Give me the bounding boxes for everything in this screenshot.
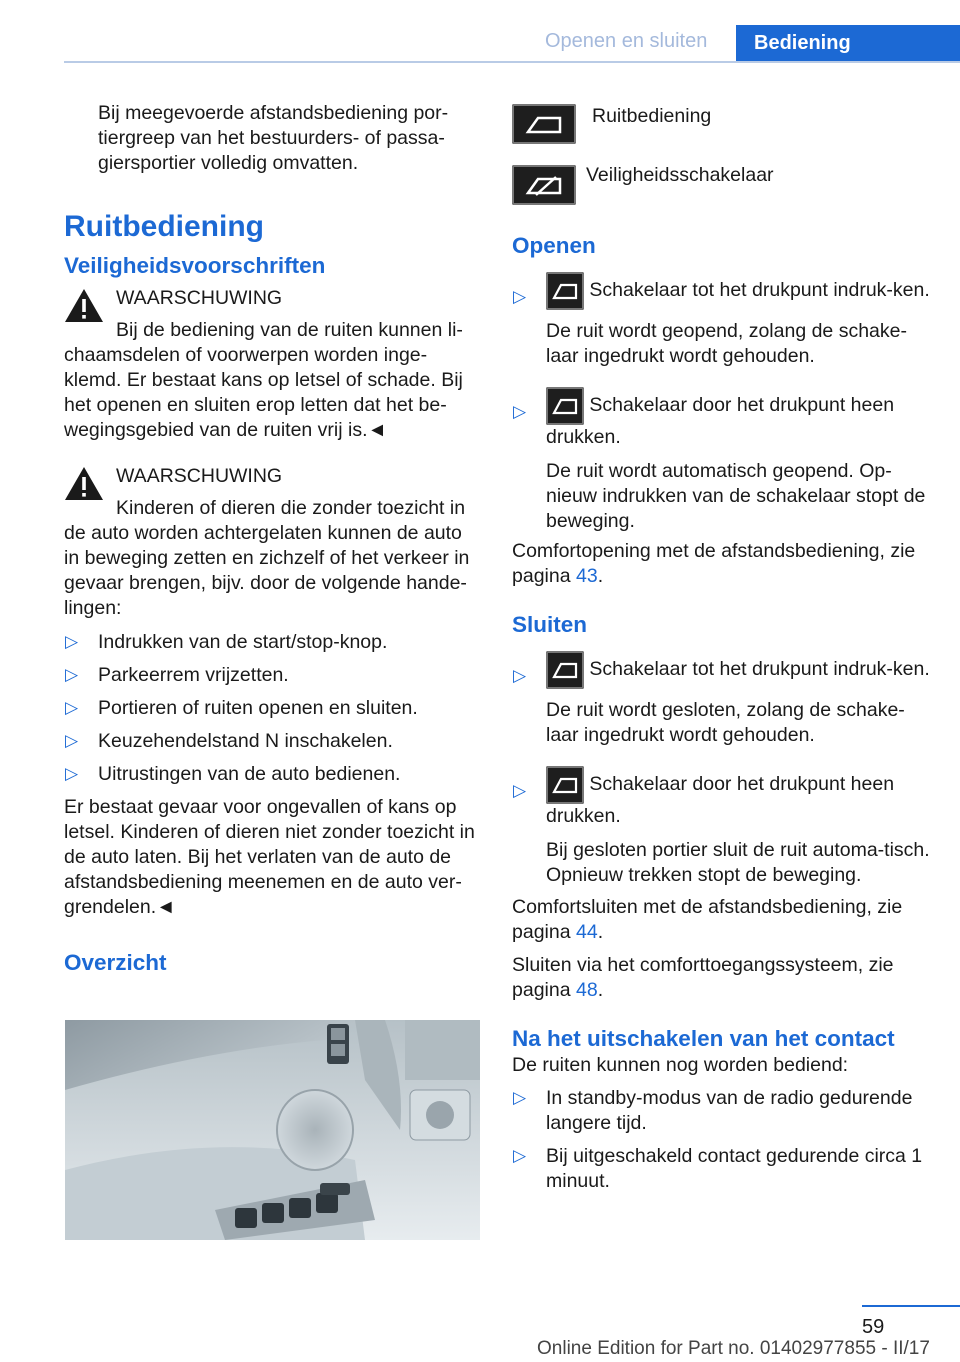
window-switch-icon — [546, 272, 584, 310]
list-item: ▷ Uitrustingen van de auto bedienen. — [65, 763, 401, 785]
icon-legend-label: Ruitbediening — [592, 105, 712, 127]
warning-1-text: chaamsdelen of voorwerpen worden inge-klemd. Er bestaat kans op letsel of schade. Bij het openen en sluiten erop letten dat het be-wegingsgebied van de ruiten vrij is.◄ — [64, 344, 463, 441]
list-bullet-icon: ▷ — [65, 632, 79, 651]
comfort-access-text: Sluiten via het comforttoegangssysteem, zie pagina 48. — [512, 954, 894, 1001]
footer-rule — [862, 1305, 960, 1307]
page-number: 59 — [862, 1316, 885, 1338]
warning-2-text: de auto worden achtergelaten kunnen de auto in beweging zetten en zichzelf of het verkeer in gevaar brengen, bijv. door de volgende hande-lingen: — [64, 522, 470, 619]
header-tab: Bediening — [736, 25, 960, 63]
comfort-close-text: Comfortsluiten met de afstandsbediening, zie pagina 44. — [512, 896, 903, 943]
icon-legend-window — [512, 104, 932, 154]
heading-overzicht: Overzicht — [64, 950, 167, 975]
door-panel-photo — [65, 1020, 480, 1240]
list-item: ▷ Portieren of ruiten openen en sluiten. — [65, 697, 418, 719]
list-item: ▷ Indrukken van de start/stop-knop. — [65, 631, 388, 653]
list-bullet-icon: ▷ — [65, 764, 79, 783]
list-bullet-icon: ▷ — [513, 1088, 527, 1107]
list-item: ▷ Parkeerrem vrijzetten. — [65, 664, 289, 686]
actions-list — [64, 630, 479, 787]
page-link[interactable]: 43 — [575, 565, 598, 587]
list-bullet-icon: ▷ — [65, 698, 79, 717]
warning-1-title: WAARSCHUWING — [116, 287, 283, 309]
list-item: ▷ In standby-modus van de radio gedurende langere tijd. — [513, 1087, 913, 1134]
subheading-veiligheid: Veiligheidsvoorschriften — [64, 253, 326, 278]
list-bullet-icon: ▷ — [513, 666, 527, 685]
header-rule — [64, 61, 960, 63]
warning-2-line1: Kinderen of dieren die zonder toezicht in — [116, 497, 466, 519]
after-intro: De ruiten kunnen nog worden bediend: — [512, 1054, 849, 1076]
list-item: ▷ Schakelaar tot het drukpunt indruk-ken. De ruit wordt gesloten, zolang de schake-laar ingedrukt wordt gehouden. — [512, 651, 932, 748]
safety-switch-icon — [512, 165, 576, 205]
comfort-open-text: Comfortopening met de afstandsbediening, zie pagina 43. — [512, 540, 916, 587]
window-switch-icon — [546, 766, 584, 804]
heading-after-contact: Na het uitschakelen van het contact — [512, 1026, 895, 1051]
icon-legend-safety — [512, 165, 932, 215]
list-subtext: De ruit wordt automatisch geopend. Op-nieuw indrukken van de schakelaar stopt de beweging. — [546, 460, 926, 532]
list-bullet-icon: ▷ — [65, 731, 79, 750]
heading-ruitbediening: Ruitbediening — [64, 210, 264, 243]
window-switch-icon — [512, 104, 576, 144]
left-column — [64, 101, 479, 975]
icon-legend-label: Veiligheidsschakelaar — [586, 164, 774, 186]
list-bullet-icon: ▷ — [513, 1146, 527, 1165]
list-bullet-icon: ▷ — [513, 287, 527, 306]
page-link[interactable]: 48 — [575, 979, 598, 1001]
warning-triangle-icon — [64, 466, 104, 501]
window-switch-icon — [546, 651, 584, 689]
list-bullet-icon: ▷ — [65, 665, 79, 684]
warning-1 — [64, 286, 479, 443]
warning-triangle-icon — [64, 288, 104, 323]
warning-2-title: WAARSCHUWING — [116, 465, 283, 487]
list-item: ▷ Schakelaar tot het drukpunt indruk-ken. De ruit wordt geopend, zolang de schake-laar ingedrukt wordt gehouden. — [512, 272, 932, 369]
heading-sluiten: Sluiten — [512, 612, 588, 637]
warning-outro-text: Er bestaat gevaar voor ongevallen of kans op letsel. Kinderen of dieren niet zonder toezicht in de auto laten. Bij het verlaten van de auto de afstandsbediening meenemen en de auto ver-grendelen.◄ — [64, 796, 475, 918]
list-subtext: De ruit wordt gesloten, zolang de schake-laar ingedrukt wordt gehouden. — [546, 699, 905, 746]
list-item: ▷ Bij uitgeschakeld contact gedurende circa 1 minuut. — [513, 1145, 923, 1192]
edition-footer: Online Edition for Part no. 01402977855 - II/17 — [537, 1338, 930, 1359]
right-column — [512, 104, 932, 1194]
warning-1-line1: Bij de bediening van de ruiten kunnen li- — [116, 319, 463, 341]
heading-openen: Openen — [512, 233, 596, 258]
window-switch-icon — [546, 387, 584, 425]
page-link[interactable]: 44 — [575, 921, 598, 943]
list-item: ▷ Schakelaar door het drukpunt heen drukken. Bij gesloten portier sluit de ruit automa-tisch. Opnieuw trekken stopt de beweging. — [512, 766, 932, 888]
list-item: ▷ Keuzehendelstand N inschakelen. — [65, 730, 393, 752]
list-subtext: Bij gesloten portier sluit de ruit automa-tisch. Opnieuw trekken stopt de beweging. — [546, 839, 930, 886]
door-panel-image — [65, 1020, 480, 1240]
header-section: Openen en sluiten — [545, 30, 708, 52]
warning-2 — [64, 464, 479, 621]
list-item: ▷ Schakelaar door het drukpunt heen drukken. De ruit wordt automatisch geopend. Op-nieuw indrukken van de schakelaar stopt de beweging. — [512, 387, 932, 534]
list-bullet-icon: ▷ — [513, 402, 527, 421]
list-bullet-icon: ▷ — [513, 781, 527, 800]
list-subtext: De ruit wordt geopend, zolang de schake-laar ingedrukt wordt gehouden. — [546, 320, 907, 367]
intro-text: Bij meegevoerde afstandsbediening por-tiergreep van het bestuurders- of passa-giersportier volledig omvatten. — [98, 102, 449, 174]
